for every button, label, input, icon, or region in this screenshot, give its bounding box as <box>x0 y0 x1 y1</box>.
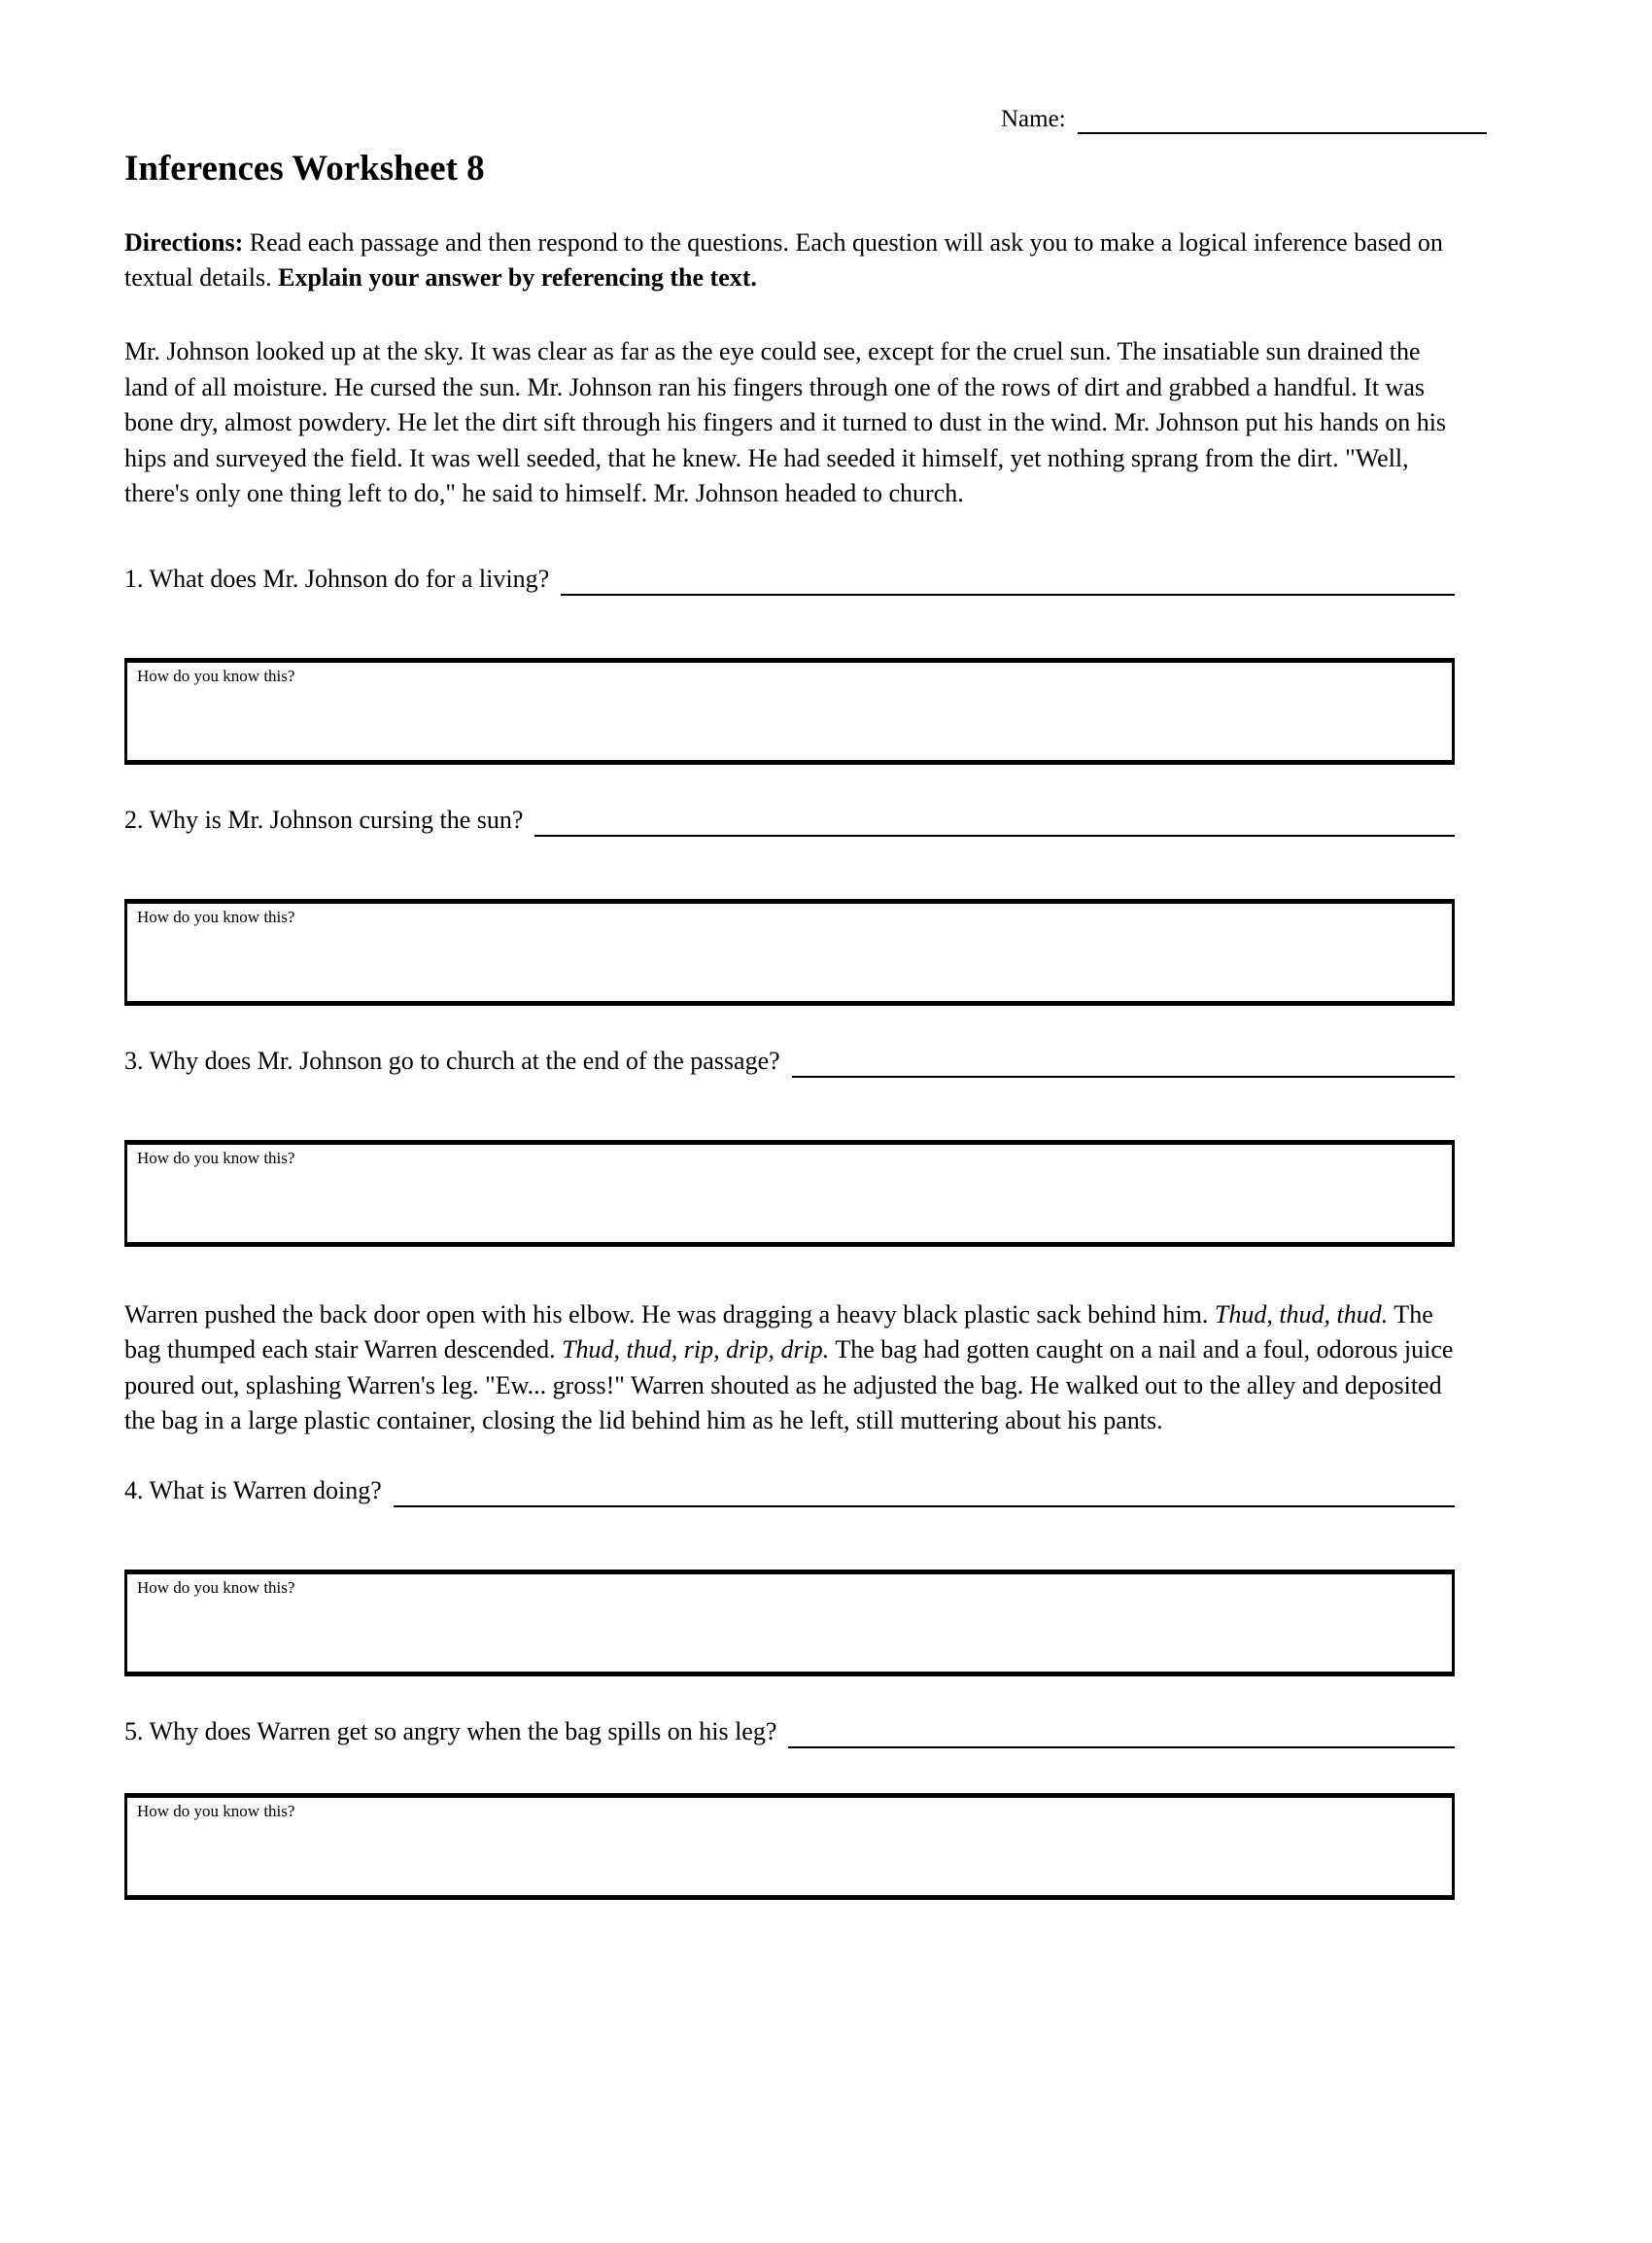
answer-box-2[interactable] <box>124 899 1455 1006</box>
question-4-answer-line[interactable] <box>394 1479 1455 1507</box>
question-4-text: 4. What is Warren doing? <box>124 1475 382 1504</box>
name-row <box>1001 105 1487 134</box>
passage-2-seg3: The bag thumped each stair Warren descended. <box>124 1299 1433 1363</box>
question-2-answer-line[interactable] <box>534 809 1455 837</box>
worksheet-page <box>0 105 1652 2243</box>
passage-1: Mr. Johnson looked up at the sky. It was clear as far as the eye could see, except for the cruel sun. The insatiable sun drained the land of all moisture. He cursed the sun. Mr. Johnson ran his fingers through one of the rows of dirt and grabbed a handful. It was bone dry, almost powdery. He let the dirt sift through his fingers and it turned to dust in the wind. Mr. Johnson put his hands on his hips and surveyed the field. It was well seeded, that he knew. He had seeded it himself, yet nothing sprang from the dirt. "Well, there's only one thing left to do," he said to himself. Mr. Johnson headed to church. <box>124 337 1447 507</box>
name-label: Name: <box>1001 106 1066 132</box>
passage-2-seg4-italic: Thud, thud, rip, drip, drip. <box>562 1335 830 1363</box>
answer-box-4-label: How do you know this? <box>137 1577 295 1597</box>
page-title: Inferences Worksheet 8 <box>124 149 485 189</box>
question-3-text: 3. Why does Mr. Johnson go to church at the end of the passage? <box>124 1046 780 1075</box>
passage-2 <box>124 1297 1455 1439</box>
question-3-answer-line[interactable] <box>792 1050 1455 1078</box>
question-5-text: 5. Why does Warren get so angry when the bag spills on his leg? <box>124 1716 777 1745</box>
passage-2-seg2-italic: Thud, thud, thud. <box>1214 1299 1389 1329</box>
question-5 <box>124 1715 1455 1748</box>
answer-box-5[interactable] <box>124 1793 1455 1900</box>
answer-box-4[interactable] <box>124 1570 1455 1676</box>
question-3 <box>124 1045 1455 1078</box>
name-blank-line[interactable] <box>1078 107 1487 134</box>
answer-box-5-label: How do you know this? <box>137 1801 295 1820</box>
directions-body: Read each passage and then respond to the questions. Each question will ask you to make a logical inference based on textual details. <box>124 228 1443 292</box>
answer-box-1[interactable] <box>124 658 1455 765</box>
passage-2-seg5: The bag had gotten caught on a nail and a foul, odorous juice poured out, splashing Warren's leg. "Ew... gross!" Warren shouted as he adjusted the bag. He walked out to the alley and deposited the bag in a large plastic container, closing the lid behind him as he left, still muttering about his pants. <box>124 1335 1454 1434</box>
question-2 <box>124 804 1455 837</box>
answer-box-3-label: How do you know this? <box>137 1148 295 1167</box>
question-5-answer-line[interactable] <box>788 1720 1455 1748</box>
directions-label: Directions: <box>124 228 244 257</box>
question-4 <box>124 1474 1455 1507</box>
question-1-answer-line[interactable] <box>561 568 1455 596</box>
passage-2-seg1: Warren pushed the back door open with his elbow. He was dragging a heavy black plastic sack behind him. <box>124 1299 1215 1329</box>
question-1 <box>124 563 1455 596</box>
question-2-text: 2. Why is Mr. Johnson cursing the sun? <box>124 805 524 834</box>
directions-emphasis: Explain your answer by referencing the text. <box>278 263 757 292</box>
directions <box>124 225 1455 295</box>
answer-box-3[interactable] <box>124 1140 1455 1247</box>
question-1-text: 1. What does Mr. Johnson do for a living? <box>124 564 550 593</box>
answer-box-1-label: How do you know this? <box>137 666 295 685</box>
answer-box-2-label: How do you know this? <box>137 907 295 926</box>
